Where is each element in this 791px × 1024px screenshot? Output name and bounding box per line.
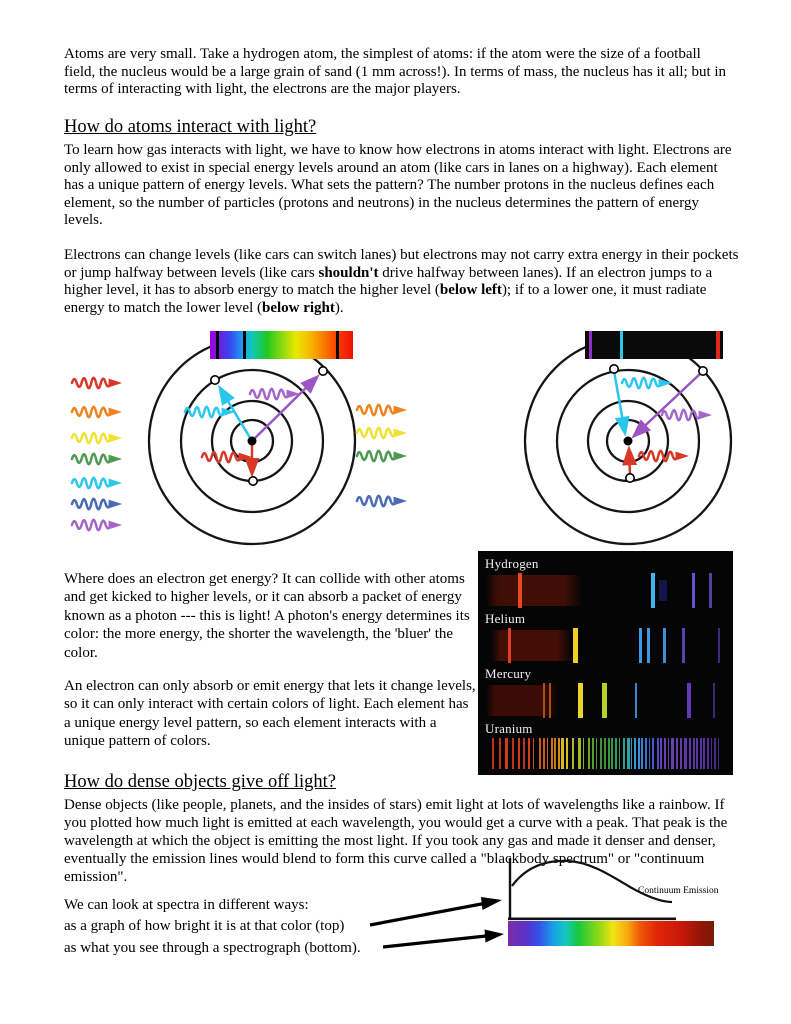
section1-paragraph1: To learn how gas interacts with light, we have to know how electrons in atoms interact with light. Electrons are only allowed to exist in special energy levels around an atom (like cars in lanes on a highway). Each element has a unique pattern of energy levels. What sets the pattern? The number protons in the nucleus defines each element, so the number of particles (protons and neutrons) in the nucleus determines the pattern of energy levels. <box>64 142 732 229</box>
emission-spectrum-bar <box>585 331 723 359</box>
spectral-line <box>641 738 643 769</box>
spectral-line <box>707 738 709 769</box>
incoming-photons <box>72 378 122 531</box>
spectral-line <box>508 628 512 663</box>
spectral-line <box>631 738 633 769</box>
element-label: Mercury <box>485 666 532 681</box>
photon-green-icon <box>357 451 407 462</box>
spectral-line <box>713 683 715 718</box>
section1-paragraph2 <box>64 247 740 317</box>
electron-rise-red <box>629 449 630 475</box>
electron-jump-up-purple <box>252 377 317 441</box>
element-label: Uranium <box>485 721 533 736</box>
spectral-line <box>649 738 651 769</box>
pointer-arrows <box>295 888 510 960</box>
section2-heading: How do dense objects give off light? <box>64 772 336 792</box>
text-run: ). <box>334 299 344 316</box>
spectral-line <box>615 738 617 769</box>
spectral-line <box>499 738 501 769</box>
spectral-line <box>336 331 340 359</box>
spectral-line <box>528 738 530 769</box>
photon-orange-icon <box>72 407 122 418</box>
spectral-line <box>623 738 625 769</box>
ways-line2: as a graph of how bright it is at that color (top) <box>64 918 345 935</box>
spectral-line <box>533 738 535 769</box>
unique-pattern-paragraph: An electron can only absorb or emit energy that lets it change levels, so it can only interact with certain colors of light. Each element has a unique energy level pattern, so each element interacts with a unique pattern of colors. <box>64 678 476 750</box>
spectral-line <box>588 738 591 769</box>
element-spectrum-row <box>478 556 733 608</box>
spectral-line <box>682 628 686 663</box>
photon-yellow-icon <box>357 428 407 439</box>
spectral-line <box>523 738 525 769</box>
continuum-glow <box>486 685 558 716</box>
nucleus-dot <box>624 437 633 446</box>
spectral-line <box>604 738 606 769</box>
nucleus-dot <box>248 437 257 446</box>
absorption-spectrum-bar <box>210 331 353 359</box>
spectral-line <box>711 738 713 769</box>
continuum-emission-label: Continuum Emission <box>638 886 719 896</box>
spectral-line <box>592 738 594 769</box>
spectral-line <box>714 738 716 769</box>
spectral-line <box>589 331 592 359</box>
element-spectrum-row <box>478 611 733 663</box>
spectral-line <box>543 683 545 718</box>
text-run: drive halfway between lanes). If an electron jumps to a higher level, it has to absorb energy to match the higher level ( <box>64 264 713 299</box>
spectral-line <box>572 738 574 769</box>
spectral-line <box>583 738 585 769</box>
spectral-line <box>547 738 549 769</box>
arrow-to-graph <box>370 904 484 926</box>
spectral-line <box>703 738 705 769</box>
spectral-line <box>718 628 720 663</box>
continuum-graph <box>498 853 733 923</box>
photon-red-icon <box>72 378 122 389</box>
absorption-atom-diagram <box>55 325 455 555</box>
spectral-line <box>660 738 662 769</box>
spectral-line <box>680 738 682 769</box>
section2-paragraph: Dense objects (like people, planets, and the insides of stars) emit light at lots of wavelengths like a rainbow. If you plotted how much light is emitted at each wavelength, you would get a curve with a peak. That peak is the wavelength at which the object is emitting the most light. If you took any gas and made it denser and denser, eventually the emission lines would blend to form this curve called a "blackbody spectrum" or "continuum emission". <box>64 797 728 885</box>
spectral-line <box>652 738 654 769</box>
spectral-line <box>539 738 542 769</box>
ways-line3: as what you see through a spectrograph (bottom). <box>64 939 361 956</box>
photon-cyan-icon <box>72 478 122 489</box>
photon-yellow-icon <box>72 433 122 444</box>
spectral-line <box>668 738 670 769</box>
continuum-glow <box>486 575 582 606</box>
spectral-line <box>549 683 551 718</box>
spectral-line <box>578 738 581 769</box>
spectral-line <box>657 738 659 769</box>
bold-below-right: below right <box>261 299 335 316</box>
element-label: Helium <box>485 611 526 626</box>
transmitted-photons <box>357 405 407 507</box>
text-run: Electrons can change levels (like cars can switch lanes) but electrons may not carry extra energy in their pockets or jump halfway between levels (like cars <box>64 247 739 281</box>
spectral-line <box>620 331 623 359</box>
spectral-line <box>554 738 556 769</box>
spectral-line <box>573 628 578 663</box>
spectrograph-rainbow-bar <box>508 921 714 946</box>
emitted-photon-purple-icon <box>662 410 712 421</box>
spectral-line <box>663 628 666 663</box>
spectral-line <box>645 738 648 769</box>
emission-band <box>486 628 725 663</box>
spectral-line <box>492 738 494 769</box>
emission-band <box>486 738 725 769</box>
spectral-line <box>505 738 508 769</box>
spectral-line <box>518 573 522 608</box>
spectral-line <box>611 738 613 769</box>
arrowhead-icon <box>485 930 505 943</box>
spectral-line <box>619 738 621 769</box>
spectral-line <box>696 738 698 769</box>
bold-shouldnt: shouldn't <box>318 264 379 281</box>
emission-atom-diagram <box>440 325 791 555</box>
spectral-line <box>718 738 720 769</box>
text-run: ); if to a lower one, it must radiate energy to match the lower level ( <box>64 282 707 316</box>
spectral-line <box>561 738 564 769</box>
spectral-line <box>709 573 712 608</box>
photon-blue-icon <box>357 496 407 507</box>
spectral-line <box>627 738 630 769</box>
arrow-to-spectrograph <box>383 936 486 947</box>
spectral-line <box>243 331 246 359</box>
spectral-line <box>671 738 674 769</box>
spectral-line <box>684 738 687 769</box>
spectral-line <box>602 683 607 718</box>
spectral-line <box>693 738 695 769</box>
intro-paragraph: Atoms are very small. Take a hydrogen atom, the simplest of atoms: if the atom were the size of a football field, the nucleus would be a large grain of sand (1 mm across!). In terms of mass, the nucleus has it all; but in terms of interacting with light, the electrons are the major players. <box>64 46 727 98</box>
electron-energy-paragraph: Where does an electron get energy? It can collide with other atoms and get kicked to higher levels, or it can absorb a packet of energy known as a photon --- this is light! A photon's energy determines its color: the more energy, the shorter the wavelength, the 'bluer' the color. <box>64 571 470 661</box>
spectral-line <box>566 738 568 769</box>
spectral-line <box>596 738 598 769</box>
ways-line1: We can look at spectra in different ways: <box>64 897 309 913</box>
spectral-line <box>635 683 637 718</box>
emission-band <box>486 683 725 718</box>
spectral-line <box>651 573 655 608</box>
spectral-line <box>687 683 691 718</box>
spectral-line <box>676 738 678 769</box>
spectral-line <box>518 738 520 769</box>
spectral-line <box>689 738 691 769</box>
spectral-line <box>692 573 695 608</box>
spectral-line <box>608 738 610 769</box>
element-spectra-panel <box>478 551 733 775</box>
spectral-line <box>578 683 583 718</box>
spectral-line <box>216 331 219 359</box>
spectral-line <box>639 628 642 663</box>
spectral-line <box>638 738 641 769</box>
element-label: Hydrogen <box>485 556 539 571</box>
photon-orange-icon <box>357 405 407 416</box>
photon-green-icon <box>72 454 122 465</box>
spectral-line <box>558 738 560 769</box>
spectral-line <box>512 738 514 769</box>
emission-band <box>486 573 725 608</box>
element-spectrum-row <box>478 666 733 718</box>
spectral-line <box>716 331 720 359</box>
spectral-line <box>543 738 545 769</box>
spectral-line <box>659 580 667 602</box>
spectral-line <box>664 738 666 769</box>
spectral-line <box>551 738 554 769</box>
spectral-line <box>647 628 650 663</box>
continuum-glow <box>491 630 572 661</box>
photon-blue-icon <box>72 499 122 510</box>
spectral-line <box>600 738 603 769</box>
spectral-line <box>700 738 703 769</box>
spectral-line <box>634 738 636 769</box>
photon-purple-icon <box>72 520 122 531</box>
bold-below-left: below left <box>439 282 502 299</box>
section1-heading: How do atoms interact with light? <box>64 117 317 137</box>
photon-purple-icon <box>250 389 300 400</box>
element-spectrum-row <box>478 721 733 769</box>
